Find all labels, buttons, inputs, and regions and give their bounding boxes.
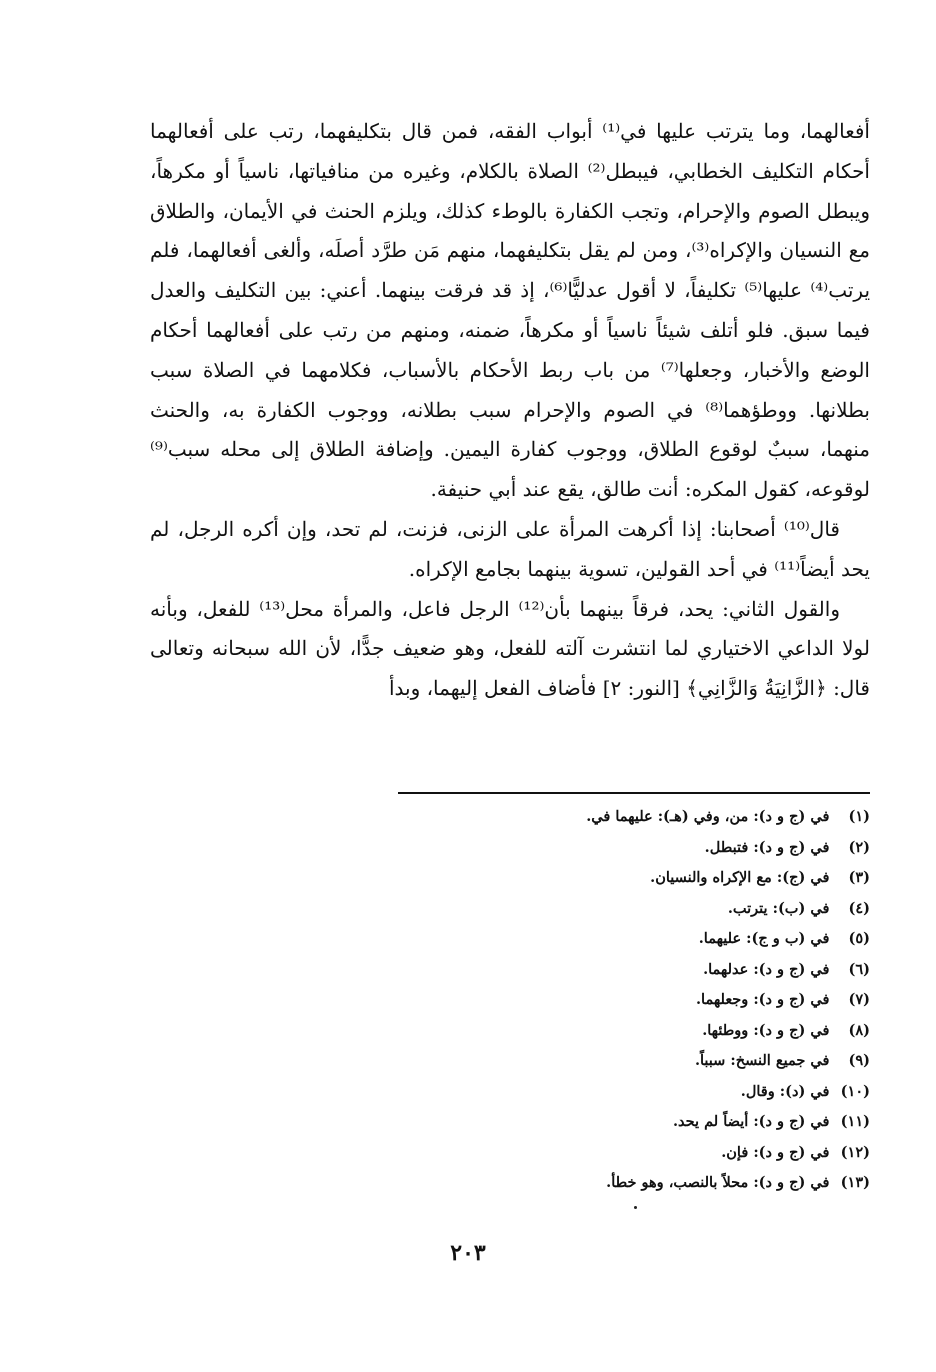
main-text [150, 112, 870, 709]
footnote [300, 924, 870, 955]
footnote-text: في (ج و د): وجعلهما. [695, 991, 830, 1008]
footnote-text: في (ج و د): ووطئها. [702, 1021, 830, 1039]
footnote-number: (٣) [848, 869, 870, 886]
footnote [300, 1016, 870, 1047]
footnote-number: (٥) [848, 930, 870, 947]
footnote-text: في (ج و د): محلاً بالنصب، وهو خطأ. [606, 1174, 830, 1191]
stray-dot [634, 1206, 637, 1209]
footnote [300, 802, 870, 833]
paragraph-2: قال⁽¹⁰⁾ أصحابنا: إذا أكرهت المرأة على الزنى، فزنت، لم تحد، وإن أكره الرجل، لم يحد أيضاً⁽¹¹⁾ في أحد القولين، تسوية بينهما بجامع الإكراه. [150, 516, 870, 581]
footnote-number: (٩) [848, 1052, 870, 1069]
footnote-text: في (ب و ج): عليهما. [698, 930, 830, 947]
footnote [300, 1168, 870, 1199]
footnote [300, 985, 870, 1016]
footnote [300, 833, 870, 864]
footnote-number: (٤) [848, 899, 870, 917]
page-number: ٢٠٣ [450, 1240, 486, 1266]
footnote-number: (٦) [848, 960, 870, 978]
footnote [300, 1046, 870, 1077]
footnote [300, 1138, 870, 1169]
footnote-text: في (د): وقال. [740, 1082, 830, 1100]
footnotes [300, 802, 870, 1199]
paragraph-1: أفعالهما، وما يترتب عليها في⁽¹⁾ أبواب الفقه، فمن قال بتكليفهما، رتب على أفعالهما أحكام التكليف الخطابي، فيبطل⁽²⁾ الصلاة بالكلام، وغيره من منافياتها، ناسياً أو مكرهاً، ويبطل الصوم والإحرام، وتجب الكفارة بالوطء كذلك، ويلزم الحنث في الأيمان، والطلاق مع النسيان والإكراه⁽³⁾، ومن لم يقل بتكليفهما، منهم مَن طرَّد أصلَه، وألغى أفعالهما، فلم يرتب⁽⁴⁾ عليها⁽⁵⁾ تكليفاً، لا أقول عدليًّا⁽⁶⁾، إذ قد فرقت بينهما. أعني: بين التكليف والعدل فيما سبق. فلو أتلف شيئاً ناسياً أو مكرهاً، ضمنه، ومنهم من رتب على أفعالهما أحكام الوضع والأخبار، وجعلها⁽⁷⁾ من باب ربط الأحكام بالأسباب، فكلامهما في الصلاة سبب بطلانها. ووطؤهما⁽⁸⁾ في الصوم والإحرام سبب بطلانه، ووجوب الكفارة به، والحنث منهما، سببٌ لوقوع الطلاق، ووجوب كفارة اليمين. وإضافة الطلاق إلى محله سبب⁽⁹⁾ لوقوعه، كقول المكره: أنت طالق، يقع عند أبي حنيفة. [150, 119, 871, 502]
footnote-number: (٧) [848, 991, 870, 1008]
footnote-number: (١٣) [840, 1174, 870, 1191]
footnote-number: (١٢) [840, 1143, 870, 1161]
footnote-divider [398, 792, 870, 794]
paragraph-3: والقول الثاني: يحد، فرقاً بينهما بأن⁽¹²⁾ الرجل فاعل، والمرأة محل⁽¹³⁾ للفعل، وبأنه لولا الداعي الاختياري لما انتشرت آلته للفعل، وهو ضعيف جدًّا، لأن الله سبحانه وتعالى قال: ﴿الزَّانِيَةُ وَالزَّانِي﴾ [النور: ٢] فأضاف الفعل إليهما، وبدأ [150, 596, 870, 701]
footnote-number: (١) [848, 808, 870, 825]
footnote-text: في (ج و د): فتبطل. [704, 838, 830, 856]
footnote-number: (١١) [840, 1113, 870, 1130]
footnote-text: في (ج و د): من، وفي (هـ): عليهما في. [586, 808, 830, 825]
footnote-text: في (ج و د): أيضاً لم يحد. [673, 1113, 830, 1130]
footnote [300, 955, 870, 986]
footnote [300, 863, 870, 894]
footnote [300, 1107, 870, 1138]
footnote [300, 1077, 870, 1108]
footnote-number: (٨) [848, 1021, 870, 1039]
footnote [300, 894, 870, 925]
footnote-number: (١٠) [840, 1082, 870, 1100]
footnote-text: في جميع النسخ: سبباً. [694, 1052, 830, 1069]
footnote-number: (٢) [848, 838, 870, 856]
footnote-text: في (ج و د): فإن. [721, 1143, 830, 1161]
footnote-text: في (ج و د): عدلهما. [703, 960, 830, 978]
footnote-text: في (ج): مع الإكراه والنسيان. [650, 869, 830, 886]
footnote-text: في (ب): يترتب. [727, 899, 830, 917]
